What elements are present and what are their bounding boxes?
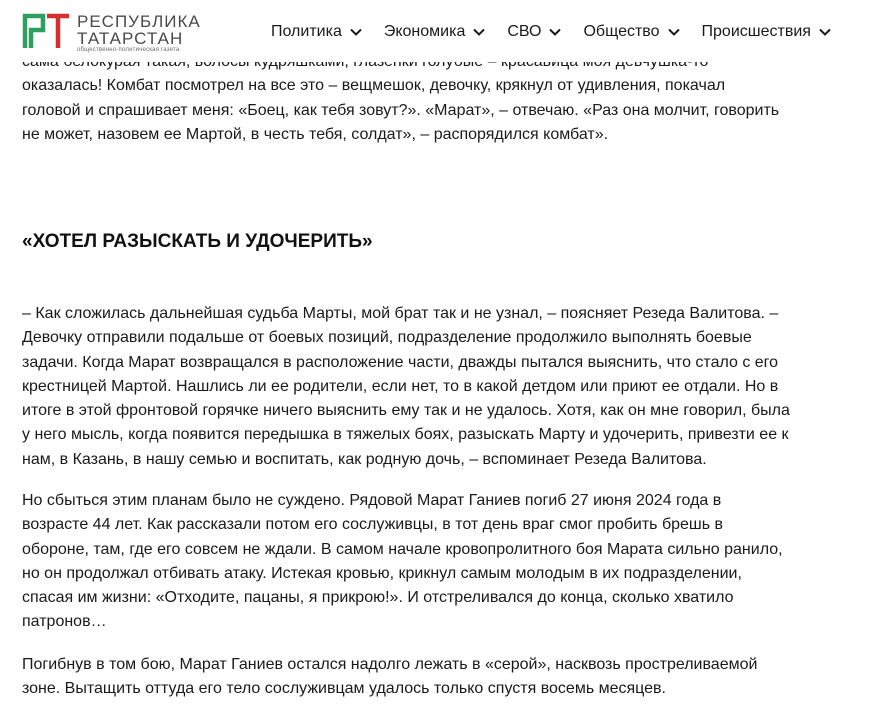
text-line: зоне. Вытащить оттуда его тело сослуживцам удалось только спустя восемь месяцев.	[22, 680, 666, 698]
nav-item-label: Происшествия	[701, 23, 811, 40]
chevron-down-icon	[349, 25, 363, 39]
text-line: спасая им жизни: «Отходите, пацаны, я прикрою!». И отстреливался до конца, сколько хватило	[22, 589, 734, 607]
text-line: возрасте 44 лет. Как рассказали потом его сослуживцы, в тот день враг смог пробить брешь в	[22, 516, 724, 534]
text-line: итоге в этой фронтовой горячке ничего выяснить ему так и не удалось. Хотя, как он мне говорил, была	[22, 402, 790, 420]
article-paragraph-partial	[22, 50, 812, 147]
text-line: головой и спрашивает меня: «Боец, как тебя зовут?». «Марат», – отвечаю. «Раз она молчит, говорить	[22, 101, 780, 119]
nav-item-politics[interactable]	[271, 22, 363, 42]
nav-item-label: Экономика	[383, 23, 466, 40]
article-paragraph-1	[22, 302, 812, 472]
nav-item-label: Политика	[271, 23, 342, 40]
site-logo[interactable]	[22, 12, 222, 52]
text-line: Но сбыться этим планам было не суждено. Рядовой Марат Ганиев погиб 27 июня 2024 года в	[22, 492, 722, 509]
logo-title-line2: ТАТАРСТАН	[77, 29, 184, 48]
text-line: Погибнув в том бою, Марат Ганиев остался надолго лежать в «серой», насквозь простреливаемой	[22, 656, 758, 673]
chevron-down-icon	[472, 25, 486, 39]
nav-item-svo[interactable]	[507, 22, 562, 42]
section-heading: «ХОТЕЛ РАЗЫСКАТЬ И УДОЧЕРИТЬ»	[22, 231, 373, 252]
text-line: не может, назовем ее Мартой, в честь тебя, солдат», – распорядился комбат».	[22, 125, 609, 143]
text-line: задачи. Когда Марат возвращался в расположение части, дважды пытался выяснить, что стало с его	[22, 353, 779, 371]
nav-item-label: СВО	[507, 23, 542, 40]
logo-mark-icon	[22, 13, 72, 49]
text-line: у него мысль, когда появится передышка в тяжелых боях, разыскать Марту и удочерить, привезти ее к	[22, 426, 789, 444]
chevron-down-icon	[548, 25, 562, 39]
text-line: обороне, там, где его совсем не ждали. В самом начале кровопролитного боя Марата сильно ранило,	[22, 540, 783, 558]
text-line: – Как сложилась дальнейшая судьба Марты, мой брат так и не узнал, – поясняет Резеда Валитова. –	[22, 305, 779, 322]
nav-item-incidents[interactable]	[702, 22, 832, 42]
text-line: оказалась! Комбат посмотрел на все это – вещмешок, девочку, крякнул от удивления, покачал	[22, 77, 726, 95]
text-line: нам, в Казань, в нашу семью и воспитать, как родную дочь, – вспоминает Резеда Валитова.	[22, 450, 707, 468]
main-nav	[271, 22, 832, 42]
site-header	[0, 0, 872, 62]
text-line: крестницей Мартой. Нашлись ли ее родители, если нет, то в какой детдом или приют ее отдали. Но в	[22, 377, 779, 395]
nav-item-economy[interactable]	[384, 22, 487, 42]
article-paragraph-3	[22, 653, 812, 702]
chevron-down-icon	[667, 25, 681, 39]
article-paragraph-2	[22, 489, 812, 635]
chevron-down-icon	[818, 25, 832, 39]
logo-tagline: общественно-политическая газета	[77, 47, 180, 53]
text-line: но он продолжал отбивать атаку. Истекая кровью, крикнул самым молодым в их подразделении,	[22, 564, 742, 582]
nav-item-society[interactable]	[583, 22, 680, 42]
text-line: Девочку отправили подальше от боевых позиций, подразделение продолжило выполнять боевые	[22, 329, 752, 347]
text-line: патронов…	[22, 613, 107, 631]
logo-title-line1: РЕСПУБЛИКА	[77, 12, 201, 31]
nav-item-label: Общество	[583, 23, 660, 40]
